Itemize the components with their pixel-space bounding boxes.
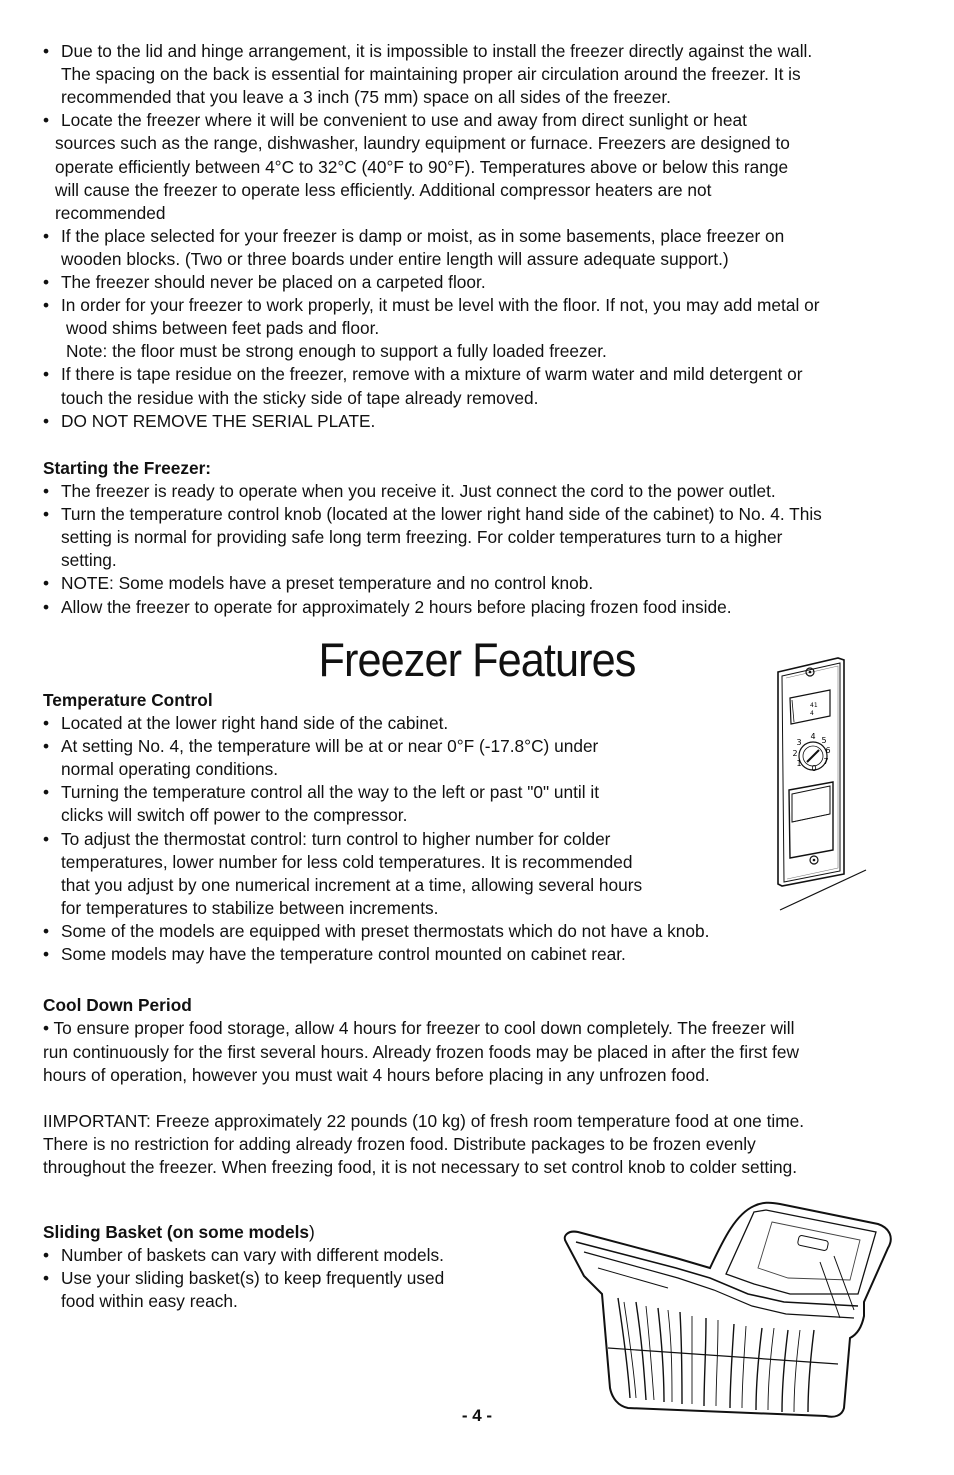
bullet-line bbox=[61, 526, 782, 549]
bullet-text: setting is normal for providing safe long term freezing. For colder temperatures turn to a higher bbox=[61, 527, 783, 548]
bullet-mark: • bbox=[43, 41, 50, 61]
thermostat-illustration bbox=[770, 652, 870, 914]
paragraph-line: run continuously for the first several hours. Already frozen foods may be placed in after the first few bbox=[43, 1041, 799, 1062]
dial-label: 2 bbox=[792, 749, 798, 758]
bullet-line bbox=[61, 63, 801, 86]
bullet-line bbox=[61, 387, 538, 410]
bullet-line bbox=[43, 828, 610, 851]
section-title: Freezer Features bbox=[318, 633, 636, 686]
bullet-text: that you adjust by one numerical increment at a time, allowing several hours bbox=[61, 874, 643, 895]
bullet-text: touch the residue with the sticky side of tape already removed. bbox=[61, 387, 539, 408]
bullet-text: NOTE: Some models have a preset temperature and no control knob. bbox=[61, 573, 594, 594]
bullet-line bbox=[61, 248, 729, 271]
dial-labels bbox=[792, 732, 830, 773]
svg-text:41: 41 bbox=[810, 702, 818, 709]
bullet-text: Use your sliding basket(s) to keep frequently used bbox=[61, 1268, 445, 1289]
dial-label: 1 bbox=[796, 759, 802, 768]
bullet-text: temperatures, lower number for less cold temperatures. It is recommended bbox=[61, 851, 633, 872]
paragraph-line: throughout the freezer. When freezing food, it is not necessary to set control knob to colder setting. bbox=[43, 1157, 798, 1178]
bullet-line bbox=[43, 943, 626, 966]
bullet-mark: • bbox=[43, 295, 50, 316]
bullet-text: recommended that you leave a 3 inch (75 mm) space on all sides of the freezer. bbox=[61, 87, 671, 108]
bullet-mark: • bbox=[43, 782, 50, 803]
bullet-text: To adjust the thermostat control: turn control to higher number for colder bbox=[61, 828, 611, 849]
basket-heading-tail: ) bbox=[309, 1222, 315, 1242]
bullet-text: Turning the temperature control all the way to the left or past "0" until it bbox=[61, 782, 600, 803]
bullet-text: Turn the temperature control knob (located at the lower right hand side of the cabinet) to No. 4. This bbox=[61, 504, 822, 525]
basket-heading-bold: Sliding Basket (on some models bbox=[43, 1222, 309, 1242]
dial-label: 7 bbox=[823, 757, 829, 766]
basket-heading bbox=[43, 1221, 315, 1244]
bullet-text: clicks will switch off power to the compressor. bbox=[61, 805, 408, 826]
bullet-text: Some models may have the temperature control mounted on cabinet rear. bbox=[61, 944, 626, 964]
bullet-mark: • bbox=[43, 504, 50, 525]
bullet-mark: • bbox=[43, 920, 50, 941]
bullet-line bbox=[43, 225, 784, 248]
bullet-line bbox=[61, 897, 439, 920]
bullet-line bbox=[61, 1290, 238, 1313]
temperature-heading: Temperature Control bbox=[43, 690, 213, 710]
bullet-text: Locate the freezer where it will be convenient to use and away from direct sunlight or heat bbox=[61, 110, 747, 131]
bullet-line bbox=[43, 1244, 444, 1267]
dial-label: 5 bbox=[821, 736, 827, 745]
bullet-line bbox=[43, 1267, 444, 1290]
bullet-text: food within easy reach. bbox=[61, 1291, 238, 1312]
bullet-line bbox=[43, 503, 822, 526]
basket-illustration bbox=[558, 1198, 898, 1420]
bullet-text: recommended bbox=[55, 202, 166, 223]
bullet-line bbox=[61, 874, 642, 897]
bullet-text: In order for your freezer to work properly, it must be level with the floor. If not, you may add metal or bbox=[61, 295, 820, 316]
bullet-text: The freezer is ready to operate when you receive it. Just connect the cord to the power outlet. bbox=[61, 481, 776, 501]
bullet-line bbox=[61, 758, 278, 781]
bullet-text: The freezer should never be placed on a carpeted floor. bbox=[61, 272, 486, 292]
bullet-text: Number of baskets can vary with different models. bbox=[61, 1245, 444, 1265]
bullet-text: Note: the floor must be strong enough to support a fully loaded freezer. bbox=[66, 341, 607, 362]
dial-label: 0 bbox=[811, 764, 817, 773]
bullet-line bbox=[61, 804, 407, 827]
paragraph-line: IIMPORTANT: Freeze approximately 22 pounds (10 kg) of fresh room temperature food at one time. bbox=[43, 1111, 805, 1131]
bullet-mark: • bbox=[43, 410, 50, 431]
bullet-text: setting. bbox=[61, 550, 117, 571]
bullet-line bbox=[66, 340, 607, 363]
starting-heading: Starting the Freezer: bbox=[43, 458, 212, 478]
bullet-mark: • bbox=[43, 573, 50, 594]
bullet-mark: • bbox=[43, 1245, 50, 1265]
bullet-text: sources such as the range, dishwasher, laundry equipment or furnace. Freezers are designed to bbox=[55, 133, 790, 154]
bullet-mark: • bbox=[43, 110, 50, 131]
bullet-text: If there is tape residue on the freezer, remove with a mixture of warm water and mild detergent or bbox=[61, 364, 803, 385]
svg-text:4: 4 bbox=[810, 710, 814, 717]
bullet-line bbox=[43, 781, 599, 804]
cool-down-heading: Cool Down Period bbox=[43, 995, 192, 1015]
bullet-line bbox=[43, 735, 598, 758]
bullet-text: DO NOT REMOVE THE SERIAL PLATE. bbox=[61, 410, 376, 431]
page-number: - 4 - bbox=[461, 1406, 493, 1425]
bullet-text: wooden blocks. (Two or three boards under entire length will assure adequate support.) bbox=[61, 248, 729, 269]
bullet-line bbox=[66, 317, 379, 340]
bullet-text: Allow the freezer to operate for approximately 2 hours before placing frozen food inside. bbox=[61, 596, 732, 617]
bullet-mark: • bbox=[43, 596, 50, 617]
bullet-line bbox=[43, 712, 448, 735]
bullet-text: Due to the lid and hinge arrangement, it is impossible to install the freezer directly against the wall. bbox=[61, 41, 813, 61]
bullet-line bbox=[55, 202, 165, 225]
bullet-line bbox=[61, 86, 671, 109]
paragraph-line: There is no restriction for adding already frozen food. Distribute packages to be frozen evenly bbox=[43, 1134, 756, 1155]
bullet-text: Some of the models are equipped with preset thermostats which do not have a knob. bbox=[61, 920, 710, 941]
bullet-line bbox=[43, 271, 486, 294]
bullet-mark: • bbox=[43, 481, 50, 501]
bullet-mark: • bbox=[43, 272, 50, 292]
paragraph-line: • To ensure proper food storage, allow 4 hours for freezer to cool down completely. The freezer will bbox=[43, 1018, 795, 1038]
bullet-text: will cause the freezer to operate less efficiently. Additional compressor heaters are not bbox=[55, 179, 712, 200]
dial-label: 4 bbox=[810, 732, 816, 741]
bullet-line bbox=[43, 410, 375, 433]
bullet-mark: • bbox=[43, 828, 50, 849]
bullet-mark: • bbox=[43, 364, 50, 385]
bullet-line bbox=[61, 549, 117, 572]
bullet-text: The spacing on the back is essential for maintaining proper air circulation around the freezer. It is bbox=[61, 64, 801, 85]
bullet-text: wood shims between feet pads and floor. bbox=[66, 318, 380, 339]
bullet-line bbox=[55, 156, 788, 179]
bullet-line bbox=[43, 363, 803, 386]
bullet-line bbox=[43, 596, 732, 619]
bullet-line bbox=[55, 132, 790, 155]
bullet-line bbox=[43, 480, 776, 503]
bullet-line bbox=[43, 572, 593, 595]
bullet-mark: • bbox=[43, 225, 50, 246]
bullet-line bbox=[43, 40, 812, 63]
bullet-mark: • bbox=[43, 1268, 50, 1289]
bullet-line bbox=[43, 294, 819, 317]
bullet-text: for temperatures to stabilize between increments. bbox=[61, 897, 439, 918]
bullet-mark: • bbox=[43, 713, 50, 733]
bullet-text: normal operating conditions. bbox=[61, 759, 279, 780]
bullet-text: If the place selected for your freezer is damp or moist, as in some basements, place freezer on bbox=[61, 225, 785, 246]
dial-label: 3 bbox=[796, 738, 802, 747]
bullet-line bbox=[55, 179, 711, 202]
bullet-line bbox=[43, 920, 709, 943]
bullet-text: At setting No. 4, the temperature will be at or near 0°F (-17.8°C) under bbox=[61, 736, 599, 757]
bullet-text: Located at the lower right hand side of the cabinet. bbox=[61, 713, 449, 733]
paragraph-line: hours of operation, however you must wait 4 hours before placing in any unfrozen food. bbox=[43, 1065, 710, 1085]
dial-label: 6 bbox=[825, 746, 831, 755]
bullet-line bbox=[61, 851, 632, 874]
bullet-text: operate efficiently between 4°C to 32°C (40°F to 90°F). Temperatures above or below this range bbox=[55, 156, 789, 177]
bullet-mark: • bbox=[43, 736, 50, 757]
bullet-line bbox=[43, 109, 747, 132]
bullet-mark: • bbox=[43, 944, 50, 964]
